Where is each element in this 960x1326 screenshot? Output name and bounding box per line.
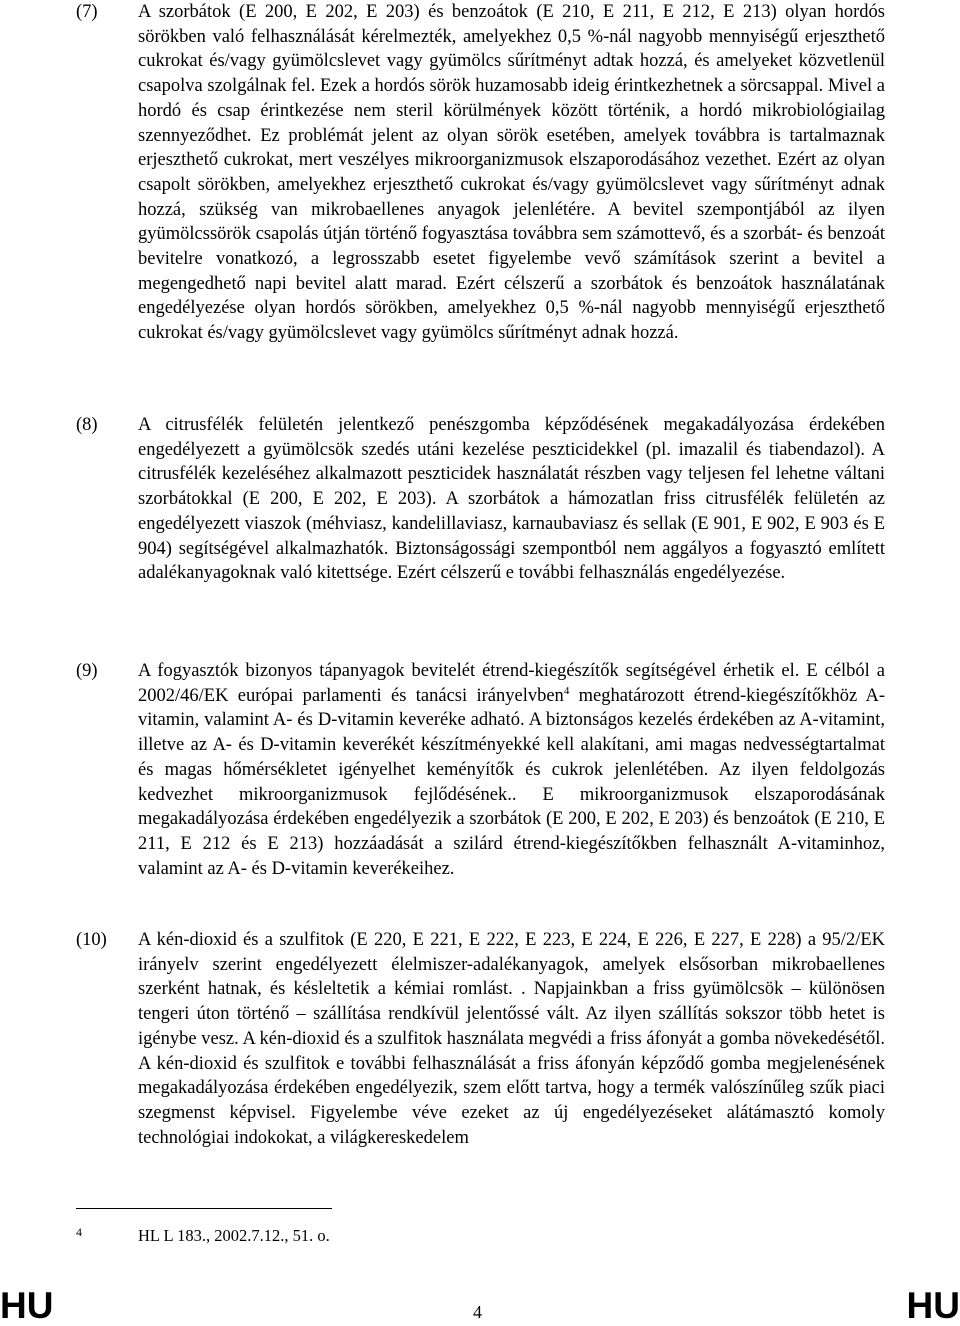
paragraph-text: A szorbátok (E 200, E 202, E 203) és benzoátok (E 210, E 211, E 212, E 213) olyan hordós sörökben való felhasználását kérelmezték, amelyekhez 0,5 %-nál nagyobb mennyiségű erjeszthető cukrokat és/vagy gyümölcslevet vagy gyümölcs sűrítményt adtak hozzá, és amelyeket közvetlenül csapolva szolgálnak fel. Ezek a hordós sörök huzamosabb ideig érintkezhetnek a sörcsappal. Mivel a hordó és csap érintkezése nem steril körülmények között történik, a hordó mikrobiológiailag szennyeződhet. Ez problémát jelent az olyan sörök esetében, amelyek továbbra is tartalmaznak erjeszthető cukrokat, mert veszélyes mikroorganizmusok elszaporodásához vezethet. Ezért az olyan csapolt sörökben, amelyekhez erjeszthető cukrokat és/vagy gyümölcslevet vagy sűrítményt adnak hozzá, szükség van mikrobaellenes anyagok jelenlétére. A bevitel szempontjából az ilyen gyümölcssörök csapolás útján történő fogyasztása továbbra sem számottevő, és a szorbát- és benzoát bevitelre vonatkozó, a legrosszabb esetet figyelembe vevő számítások szerint a bevitel a megengedhető napi bevitel alatt marad. Ezért célszerű a szorbátok és benzoátok használatának engedélyezése olyan hordós sörökben, amelyekhez 0,5 %-nál nagyobb mennyiségű erjeszthető cukrokat és/vagy gyümölcslevet vagy gyümölcs sűrítményt adnak hozzá. [138, 2, 885, 344]
paragraph-text-part: A fogyasztók bizonyos tápanyagok bevitelét étrend-kiegészítők segítségével érhetik el. E célból a 2002/46/EK európai parlamenti és tanácsi irányelvben [138, 661, 885, 706]
page-number: 4 [473, 1302, 482, 1322]
footnote-separator [76, 1208, 332, 1209]
paragraph-number: (10) [76, 930, 107, 950]
paragraph-number: (7) [76, 2, 98, 22]
paragraph-number: (9) [76, 661, 98, 681]
paragraph-text: A kén-dioxid és a szulfitok (E 220, E 221, E 222, E 223, E 224, E 226, E 227, E 228) a 95/2/EK irányelv szerint engedélyezett élelmiszer-adalékanyagok, amelyek elsősorban mikrobaellenes szerként hatnak, és késleltetik a kémiai romlást. . Napjainkban a friss gyümölcsök – különösen tengeri úton történő – szállítása rendkívül jelentőssé vált. Az ilyen szállítás sokszor több hetet is igénybe vesz. A kén-dioxid és a szulfitok használata megvédi a friss áfonyát a gomba növekedésétől. A kén-dioxid és szulfitok e további felhasználását a friss áfonyán képződő gomba megjelenésének megakadályozása érdekében engedélyezik, szem előtt tartva, hogy a termék valószínűleg szűk piaci szegmenst képvisel. Figyelembe véve ezeket az új engedélyezéseket alátámasztó komoly technológiai indokokat, a világkereskedelem [138, 930, 885, 1148]
paragraph-text [138, 659, 885, 881]
footnote-text: HL L 183., 2002.7.12., 51. o. [138, 1226, 330, 1245]
paragraph-text: A citrusfélék felületén jelentkező penészgomba képződésének megakadályozása érdekében engedélyezett a gyümölcsök szedés utáni kezelése peszticidekkel (pl. imazalil és tiabendazol). A citrusfélék kezeléséhez alkalmazott peszticidek használatát részben vagy teljesen fel lehetne váltani szorbátokkal (E 200, E 202, E 203). A szorbátok a hámozatlan friss citrusfélék felületén az engedélyezett viaszok (méhviasz, kandelillaviasz, karnaubaviasz és sellak (E 901, E 902, E 903 és E 904) segítségével alkalmazhatók. Biztonságossági szempontból nem aggályos a fogyasztó említett adalékanyagoknak való kitettsége. Ezért célszerű e további felhasználás engedélyezése. [138, 415, 885, 584]
footnote-reference[interactable]: 4 [563, 684, 570, 697]
language-code-left: HU [0, 1285, 54, 1326]
paragraph-number: (8) [76, 415, 98, 435]
paragraph-text-part: meghatározott étrend-kiegészítőkhöz A-vitamin, valamint A- és D-vitamin keveréke adható. A biztonságos kezelés érdekében az A-vitamint, illetve az A- és D-vitamin keverékét készítményekké kell alakítani, ami magas nedvességtartalmat és magas hőmérsékletet igényelhet keményítők és cukrok jelenlétében. Az ilyen feldolgozás kedvezhet mikroorganizmusok fejlődésének.. E mikroorganizmusok elszaporodásának megakadályozása érdekében engedélyezik a szorbátok (E 200, E 202, E 203) és benzoátok (E 210, E 211, E 212 és E 213) hozzáadását a szilárd étrend-kiegészítőkben felhasznált A-vitaminhoz, valamint az A- és D-vitamin keverékeihez. [138, 685, 885, 879]
language-code-right: HU [906, 1285, 960, 1326]
footnote-mark: 4 [76, 1225, 82, 1239]
